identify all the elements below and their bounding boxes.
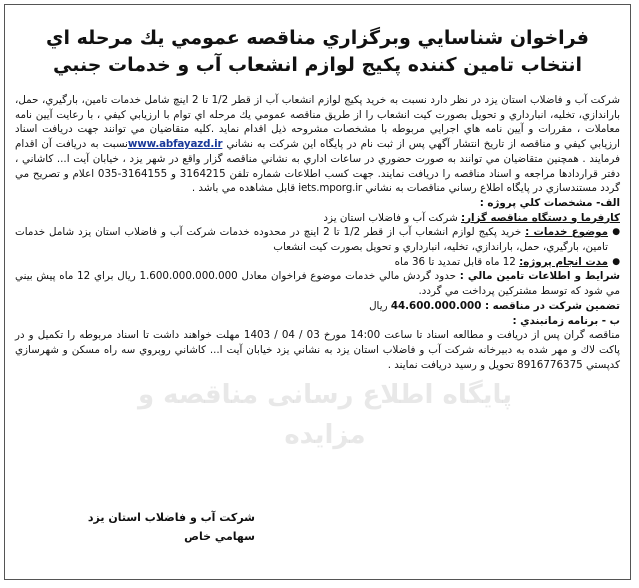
employer-value: شركت آب و فاضلاب استان يزد xyxy=(323,211,461,224)
subject-label: موضوع خدمات : xyxy=(525,226,608,239)
watermark xyxy=(125,375,525,495)
section-b-heading: ب - برنامه زمانبندي : xyxy=(512,314,620,327)
announcement-body xyxy=(15,93,620,372)
finance-row xyxy=(15,269,620,298)
duration-row xyxy=(15,255,620,270)
intro-paragraph xyxy=(15,93,620,196)
section-a-heading: الف- مشخصات كلي پروژه : xyxy=(479,196,620,209)
guarantee-unit: ريال xyxy=(369,299,391,312)
watermark-text: پایگاه اطلاع رسانی مناقصه و مزایده xyxy=(137,380,513,450)
duration-label: مدت انجام پروژه: xyxy=(519,255,608,268)
bullet-icon: ● xyxy=(612,227,620,238)
subject-value: خريد پكيج لوازم انشعاب آب از قطر 1/2 تا 2 اينچ در محدوده خدمات شركت آب و فاضلاب استان يزد شامل خدمات تامين، بارگيري، حمل، باراندازي، تخليه، انبارداري و تحويل بصورت كيت انشعاب xyxy=(15,226,608,254)
guarantee-label: تضمين شركت در مناقصه : 44.600.000.000 xyxy=(390,299,620,312)
signature-type: سهامي خاص xyxy=(184,530,255,543)
schedule-paragraph: مناقصه گران پس از دريافت و مطالعه اسناد تا ساعت 14:00 مورخ 03 / 04 / 1403 مهلت خواهند داشت تا اسناد مربوطه را تكميل و در پاكت لاك و مهر شده به دبيرخانه شركت آب و فاضلاب استان يزد به نشاني يزد خيابان آيت ا... كاشاني روبروي سه راه مسكن و شهرسازي كدپستي 8916776375 تحويل و رسيد دريافت نمايند . xyxy=(15,329,620,371)
intro-text-1: شركت آب و فاضلاب استان يزد در نظر دارد نسبت به خريد پكيج لوازم انشعاب آب از قطر 1/2 تا 2 اينچ شامل خدمات تامين، بارگيري، حمل، باراندازي، تخليه، انبارداري و تحويل بصورت كيت انشعاب را از طريق مناقصه عمومي يك مرحله اي توام با ارزيابي كيفي ، با رعايت آيين نامه معاملات ، مقررات و آيين نامه هاي اجرايي مربوطه با مشخصات مشروحه ذيل اقدام نمايد .كليه متقاضيان مي توانند جهت دريافت اسناد ارزيابي كيفي و مناقصه از تاريخ انتشار آگهي پس از ثبت نام در پايگاه اين شركت به نشاني xyxy=(15,94,620,151)
announcement-title xyxy=(17,25,618,79)
guarantee-row xyxy=(15,299,620,314)
finance-value: حدود گردش مالي خدمات موضوع فراخوان معادل 1.600.000.000.000 ريال براي 12 ماه پيش بيني مي شود كه توسط مشتركين پرداخت مي گردد. xyxy=(15,270,620,298)
subject-row xyxy=(15,225,620,254)
signature-company: شركت آب و فاضلاب استان يزد xyxy=(87,511,255,524)
employer-label: كارفرما و دستگاه مناقصه گزار: xyxy=(460,211,620,224)
duration-value: 12 ماه قابل تمديد تا 36 ماه xyxy=(394,255,520,268)
finance-label: شرايط و اطلاعات تامين مالي : xyxy=(459,270,620,283)
announcement-page xyxy=(4,4,631,580)
bullet-icon: ● xyxy=(612,256,620,267)
title-line-1: فراخوان شناسايي وبرگزاري مناقصه عمومي يك مرحله اي xyxy=(46,27,589,49)
website-link[interactable]: www.abfayazd.ir xyxy=(127,138,223,151)
intro-text-2: نسبت به دريافت آن اقدام فرمايند . همچنين متقاضيان مي توانند به صورت حضوري در ساعات اداري به نشاني مناقصه گزار واقع در شهر يزد ، خيابان آيت ا... كاشاني ، دفتر قراردادها مراجعه و اسناد مناقصه را دريافت نمايند. جهت كسب اطلاعات شماره تلفن 3164215 و 3164155-035 اعلام و تصريح مي گردد مستندسازي در پايگاه اطلاع رساني مناقصات به نشاني iets.mporg.ir قابل مشاهده مي باشد . xyxy=(15,138,620,195)
title-line-2: انتخاب تامين كننده پكيج لوازم انشعاب آب و خدمات جنبي xyxy=(53,54,582,76)
signature-block xyxy=(88,508,255,546)
employer-row xyxy=(15,211,620,226)
